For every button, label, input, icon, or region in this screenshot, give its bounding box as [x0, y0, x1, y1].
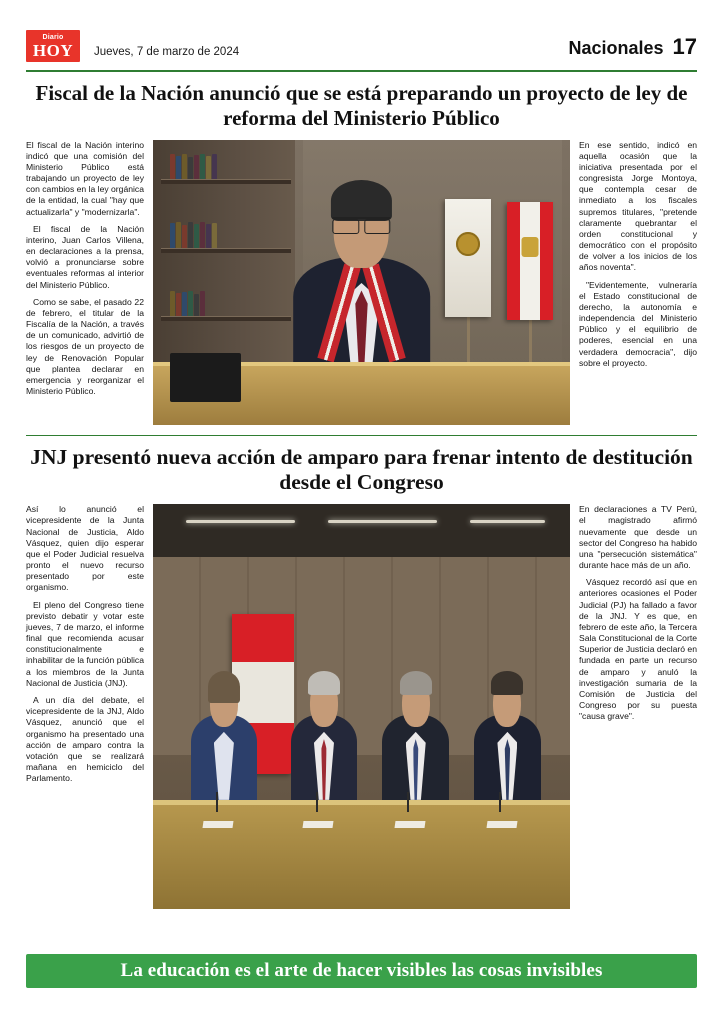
paragraph: En declaraciones a TV Perú, el magistrado afirmó nuevamente que desde un sector del Congreso ha habido una "persecución sistemática" durante hace más de un año. — [579, 504, 697, 571]
article-1-column-2 — [579, 140, 697, 425]
paragraph: El fiscal de la Nación interino indicó que una comisión del Ministerio Público está trabajando un proyecto de ley con cambios en la ley orgánica de la entidad, la cual "hay que actualizarla" y "modernizarla". — [26, 139, 144, 217]
paragraph: El pleno del Congreso tiene previsto debatir y votar este jueves, 7 de marzo, el informe final que recomienda acusar constitucionalmente e inhabilitar de la función pública a los miembros de la Junta Nacional de Justicia (JNJ). — [26, 599, 144, 688]
panelist — [382, 678, 449, 800]
article-1 — [26, 81, 697, 425]
paragraph: En ese sentido, indicó en aquella ocasión que la iniciativa presentada por el congresista Jorge Montoya, que contempla cesar de inmediato a los fiscales supremos titulares, "pretende claramente quebrantar el orden constitucional y democrático con el propósito de volver a los inicios de los años noventa". — [579, 139, 697, 273]
article-2 — [26, 445, 697, 910]
paragraph: Vásquez recordó así que en anteriores ocasiones el Poder Judicial (PJ) ha fallado a favor de la JNJ. Y es que, en febrero de este año, la Tercera Sala Constitucional de la Corte Superior de Justicia declaró en fundada en parte un recurso de amparo y anuló la investigación sumaria de la Comisión de Justicia del Congreso por su puesta "causa grave". — [579, 577, 697, 722]
panelist — [191, 678, 258, 800]
publication-date: Jueves, 7 de marzo de 2024 — [94, 46, 240, 58]
article-1-photo — [153, 140, 570, 425]
ministerio-publico-flag — [445, 199, 491, 317]
article-2-column-1 — [26, 504, 144, 909]
article-1-body — [26, 140, 697, 425]
logo-main-text: HOY — [32, 40, 74, 60]
page-number: 17 — [672, 34, 697, 59]
footer-quote-text: La educación es el arte de hacer visibles las cosas invisibles — [120, 960, 603, 981]
footer-quote-banner — [26, 954, 697, 988]
article-1-column-1 — [26, 140, 144, 425]
article-divider-rule — [26, 435, 697, 436]
person-fiscal — [293, 185, 431, 373]
peru-flag — [507, 202, 553, 320]
paragraph: Así lo anunció el vicepresidente de la Junta Nacional de Justicia, Aldo Vásquez, quien dijo esperar que el Poder Judicial resuelva pronto el nuevo recurso presentado por este organismo. — [26, 504, 144, 593]
masthead-rule — [26, 70, 697, 72]
article-2-column-2 — [579, 504, 697, 909]
masthead-right — [568, 34, 697, 62]
panelist — [474, 678, 541, 800]
newspaper-logo — [26, 30, 80, 62]
section-title: Nacionales — [568, 38, 664, 58]
panelist — [291, 678, 358, 800]
paragraph: El fiscal de la Nación interino, Juan Carlos Villena, en declaraciones a la prensa, volvió a pronunciarse sobre eventuales reformas al interior del Ministerio Público. — [26, 223, 144, 290]
paragraph: A un día del debate, el vicepresidente de la JNJ, Aldo Vásquez, anunció que el organismo ha presentado una acción de amparo contra la votación que se realizará mañana en hemiciclo del Parlamento. — [26, 695, 144, 784]
logo-top-text: Diario — [42, 33, 64, 41]
article-2-photo — [153, 504, 570, 909]
article-1-headline: Fiscal de la Nación anunció que se está preparando un proyecto de ley de reforma del Ministerio Público — [35, 81, 688, 130]
article-2-headline: JNJ presentó nueva acción de amparo para frenar intento de destitución desde el Congreso — [30, 444, 693, 494]
paragraph: Como se sabe, el pasado 22 de febrero, el titular de la Fiscalía de la Nación, a través de un comunicado, advirtió de los riesgos de un proyecto de ley de Renovación Popular que plantea declarar en emergencia y reorganizar el Ministerio Público. — [26, 296, 144, 397]
article-1-photo-wrap — [153, 140, 570, 425]
article-2-photo-wrap — [153, 504, 570, 909]
article-2-body — [26, 504, 697, 909]
masthead — [26, 22, 697, 62]
paragraph: "Evidentemente, vulneraría el Estado constitucional de derecho, la autonomía e independencia del Ministerio Público y el equilibrio de poderes, esencial en una verdadera democracia", dijo sobre el proyecto. — [579, 279, 697, 368]
